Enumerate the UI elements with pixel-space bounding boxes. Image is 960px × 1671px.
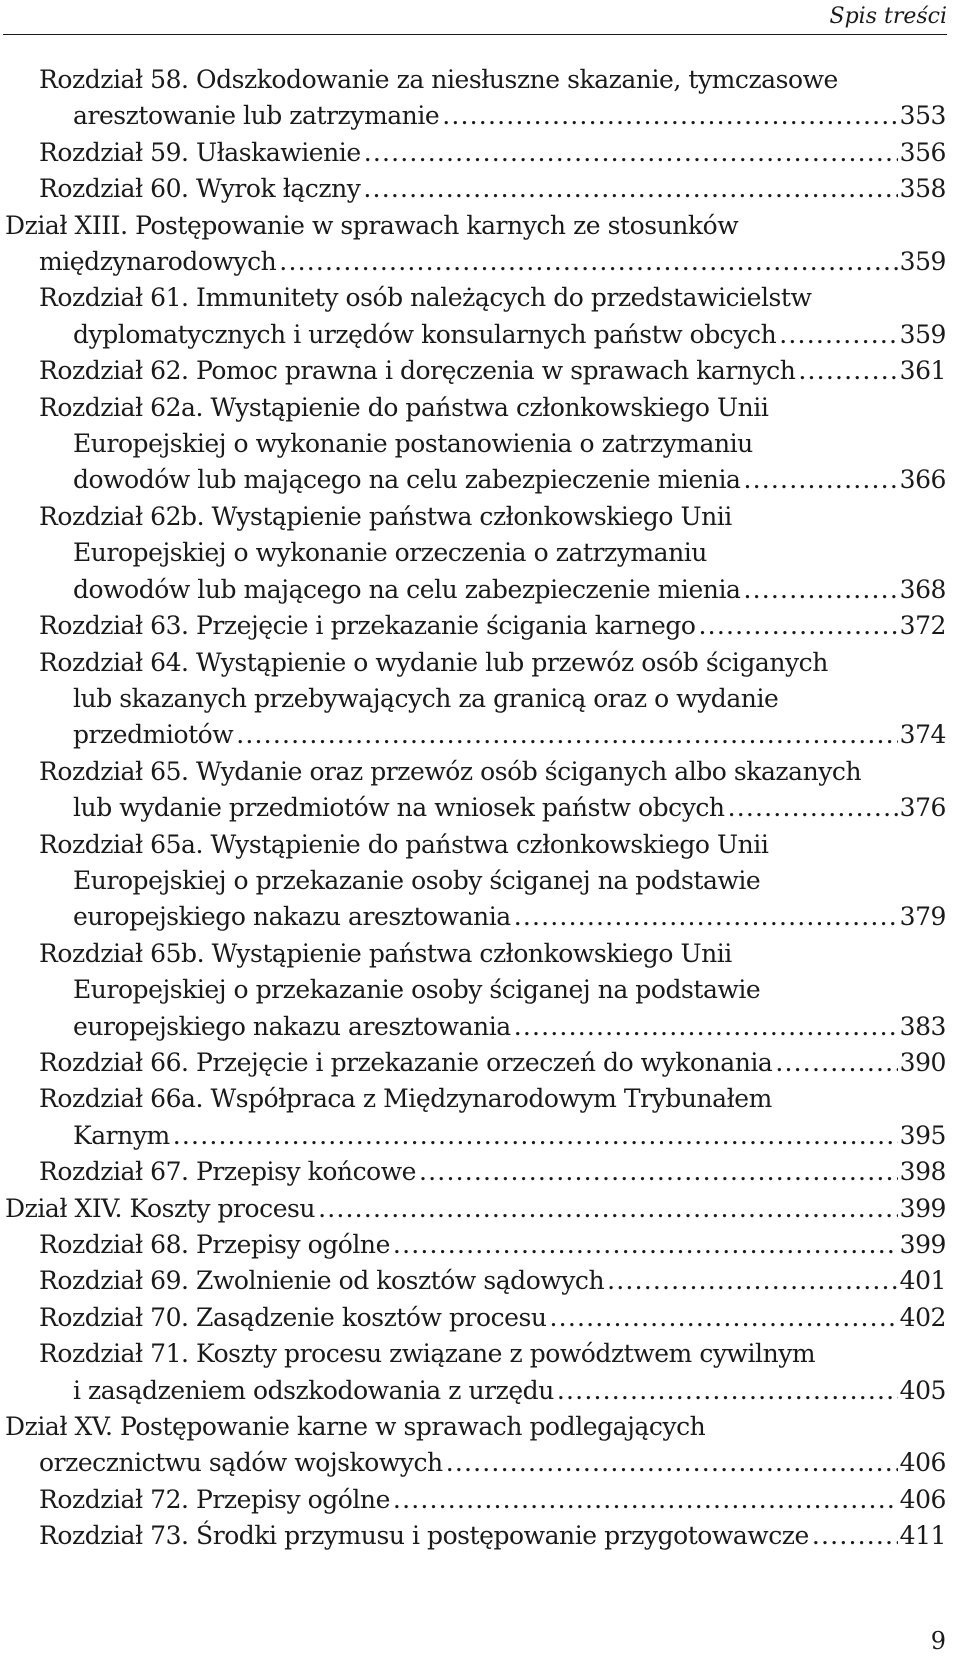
toc-entry-last-line [39,317,946,353]
toc-chapter-entry[interactable] [0,1154,946,1190]
toc-entry-last-line [39,171,946,207]
toc-page-number[interactable]: 374 [899,720,946,750]
dot-leader [173,1118,898,1154]
dot-leader [363,171,897,207]
toc-chapter-entry[interactable] [0,608,946,644]
toc-entry-line: Rozdział 73. Środki przymusu i postępowanie przygotowawcze [39,1521,809,1551]
toc-entry-line: Rozdział 65. Wydanie oraz przewóz osób ściganych albo skazanych [39,756,862,786]
toc-entry-last-line [5,244,946,280]
toc-chapter-entry[interactable] [0,645,946,754]
toc-chapter-entry[interactable] [0,1045,946,1081]
toc-entry-line: lub skazanych przebywających za granicą oraz o wydanie [73,683,779,713]
toc-entry-line: międzynarodowych [39,247,277,277]
toc-chapter-entry[interactable] [0,827,946,936]
toc-chapter-entry[interactable] [0,171,946,207]
toc-entry-line: Europejskiej o przekazanie osoby ściganej na podstawie [73,865,761,895]
toc-entry-last-line [39,717,946,753]
toc-entry-line: i zasądzeniem odszkodowania z urzędu [73,1375,554,1405]
dot-leader [236,717,897,753]
toc-entry-last-line [39,1227,946,1263]
toc-page-number[interactable]: 376 [899,793,946,823]
toc-chapter-entry[interactable] [0,936,946,1045]
toc-page-number[interactable]: 372 [899,611,946,641]
toc-entry-line: Rozdział 59. Ułaskawienie [39,137,361,167]
toc-chapter-entry[interactable] [0,62,946,135]
toc-entry-last-line [39,608,946,644]
toc-entry-last-line [39,462,946,498]
toc-chapter-entry[interactable] [0,353,946,389]
toc-entry-line: Dział XIII. Postępowanie w sprawach karnych ze stosunków [5,210,739,240]
page-number: 9 [930,1627,946,1655]
toc-chapter-entry[interactable] [0,1263,946,1299]
toc-chapter-entry[interactable] [0,1482,946,1518]
toc-page-number[interactable]: 399 [899,1230,946,1259]
header-rule [3,34,947,35]
dot-leader [812,1518,898,1554]
toc-entry-line: lub wydanie przedmiotów na wniosek państw obcych [73,793,725,823]
dot-leader [393,1227,898,1263]
dot-leader [419,1154,898,1190]
toc-entry-last-line [39,1300,946,1336]
toc-page-number[interactable]: 406 [899,1448,946,1478]
toc-entry-line: Karnym [73,1120,170,1150]
toc-entry-line: dowodów lub mającego na celu zabezpieczenie mienia [73,465,741,495]
toc-entry-last-line [39,1009,946,1045]
dot-leader [364,135,898,171]
toc-entry-line: dyplomatycznych i urzędów konsularnych państw obcych [73,319,777,349]
dot-leader [728,790,898,826]
toc-entry-line: Rozdział 61. Immunitety osób należących do przedstawicielstw [39,283,812,313]
running-head-title: Spis treści [829,4,947,29]
toc-entry-line: Rozdział 70. Zasądzenie kosztów procesu [39,1302,547,1332]
dot-leader [514,899,898,935]
dot-leader [442,98,897,134]
toc-chapter-entry[interactable] [0,280,946,353]
toc-chapter-entry[interactable] [0,1081,946,1154]
toc-chapter-entry[interactable] [0,1227,946,1263]
toc-chapter-entry[interactable] [0,1336,946,1409]
toc-page-number[interactable]: 401 [899,1266,946,1296]
toc-entry-line: Rozdział 62b. Wystąpienie państwa członkowskiego Unii [39,501,732,531]
toc-chapter-entry[interactable] [0,135,946,171]
toc-section-entry[interactable] [0,208,946,281]
toc-entry-last-line [39,1482,946,1518]
dot-leader [699,608,898,644]
toc-chapter-entry[interactable] [0,390,946,499]
toc-entry-line: Dział XV. Postępowanie karne w sprawach podlegających [5,1412,706,1442]
toc-page-number[interactable]: 379 [899,902,946,932]
toc-entry-line: Rozdział 62a. Wystąpienie do państwa członkowskiego Unii [39,392,769,422]
toc-page-number[interactable]: 358 [899,174,946,204]
toc-entry-line: Rozdział 63. Przejęcie i przekazanie ścigania karnego [39,611,696,641]
toc-page-number[interactable]: 395 [899,1120,946,1150]
toc-entry-line: europejskiego nakazu aresztowania [73,902,511,932]
toc-entry-line: Rozdział 71. Koszty procesu związane z powództwem cywilnym [39,1339,816,1369]
toc-entry-last-line [5,1445,946,1481]
toc-page-number[interactable]: 398 [899,1157,946,1187]
toc-entry-line: przedmiotów [73,720,234,750]
toc-entry-line: Rozdział 67. Przepisy końcowe [39,1157,417,1187]
toc-entry-line: Rozdział 68. Przepisy ogólne [39,1230,390,1259]
dot-leader [743,572,897,608]
dot-leader [550,1300,898,1336]
toc-page-number[interactable]: 411 [899,1521,946,1551]
toc-entry-line: Rozdział 69. Zwolnienie od kosztów sądowych [39,1266,605,1296]
toc-page-number[interactable]: 359 [899,319,946,349]
toc-page-number[interactable]: 366 [899,465,946,495]
toc-chapter-entry[interactable] [0,754,946,827]
toc-page-number[interactable]: 390 [899,1047,946,1077]
toc-entry-line: Rozdział 65a. Wystąpienie do państwa członkowskiego Unii [39,829,769,859]
toc-entry-line: Rozdział 60. Wyrok łączny [39,174,361,204]
toc-entry-line: orzecznictwu sądów wojskowych [39,1448,443,1478]
toc-entry-line: Rozdział 72. Przepisy ogólne [39,1484,390,1514]
dot-leader [318,1191,898,1227]
toc-entry-line: Europejskiej o przekazanie osoby ściganej na podstawie [73,975,761,1005]
toc-entry-last-line [39,353,946,389]
toc-page-number[interactable]: 405 [899,1375,946,1405]
dot-leader [393,1482,898,1518]
toc-page-number[interactable]: 406 [899,1484,946,1514]
table-of-contents [0,62,946,1555]
toc-entry-last-line [5,1191,946,1227]
toc-entry-last-line [39,790,946,826]
toc-page-number[interactable]: 399 [899,1193,946,1223]
toc-entry-line: Rozdział 66a. Współpraca z Międzynarodowym Trybunałem [39,1084,772,1114]
toc-page-number[interactable]: 361 [899,356,946,386]
toc-section-entry[interactable] [0,1409,946,1482]
toc-entry-last-line [39,572,946,608]
toc-entry-line: Rozdział 66. Przejęcie i przekazanie orzeczeń do wykonania [39,1047,773,1077]
dot-leader [279,244,897,280]
dot-leader [779,317,897,353]
toc-chapter-entry[interactable] [0,1518,946,1554]
toc-page-number[interactable]: 383 [899,1011,946,1041]
dot-leader [798,353,897,389]
toc-entry-line: Rozdział 62. Pomoc prawna i doręczenia w sprawach karnych [39,356,796,386]
toc-entry-line: Rozdział 64. Wystąpienie o wydanie lub przewóz osób ściganych [39,647,828,677]
toc-entry-line: Dział XIV. Koszty procesu [5,1193,316,1223]
toc-entry-last-line [39,1518,946,1554]
toc-entry-line: aresztowanie lub zatrzymanie [73,101,440,131]
dot-leader [775,1045,897,1081]
toc-page-number[interactable]: 368 [899,574,946,604]
toc-section-entry[interactable] [0,1191,946,1227]
dot-leader [743,462,897,498]
dot-leader [557,1373,898,1409]
toc-page-number[interactable]: 356 [899,137,946,167]
dot-leader [446,1445,898,1481]
toc-entry-last-line [39,98,946,134]
toc-entry-last-line [39,1373,946,1409]
toc-entry-line: dowodów lub mającego na celu zabezpieczenie mienia [73,574,741,604]
toc-entry-last-line [39,1118,946,1154]
toc-entry-line: Europejskiej o wykonanie orzeczenia o zatrzymaniu [73,538,707,568]
toc-entry-last-line [39,899,946,935]
toc-page-number[interactable]: 359 [899,247,946,277]
toc-entry-last-line [39,1263,946,1299]
toc-entry-line: europejskiego nakazu aresztowania [73,1011,511,1041]
toc-chapter-entry[interactable] [0,499,946,608]
dot-leader [514,1009,898,1045]
toc-page-number[interactable]: 402 [899,1302,946,1332]
toc-page-number[interactable]: 353 [899,101,946,131]
dot-leader [607,1263,897,1299]
toc-entry-line: Rozdział 58. Odszkodowanie za niesłuszne skazanie, tymczasowe [39,65,838,94]
toc-chapter-entry[interactable] [0,1300,946,1336]
toc-entry-last-line [39,1154,946,1190]
toc-entry-line: Europejskiej o wykonanie postanowienia o zatrzymaniu [73,429,753,459]
toc-entry-line: Rozdział 65b. Wystąpienie państwa członkowskiego Unii [39,938,732,968]
toc-entry-last-line [39,1045,946,1081]
toc-entry-last-line [39,135,946,171]
